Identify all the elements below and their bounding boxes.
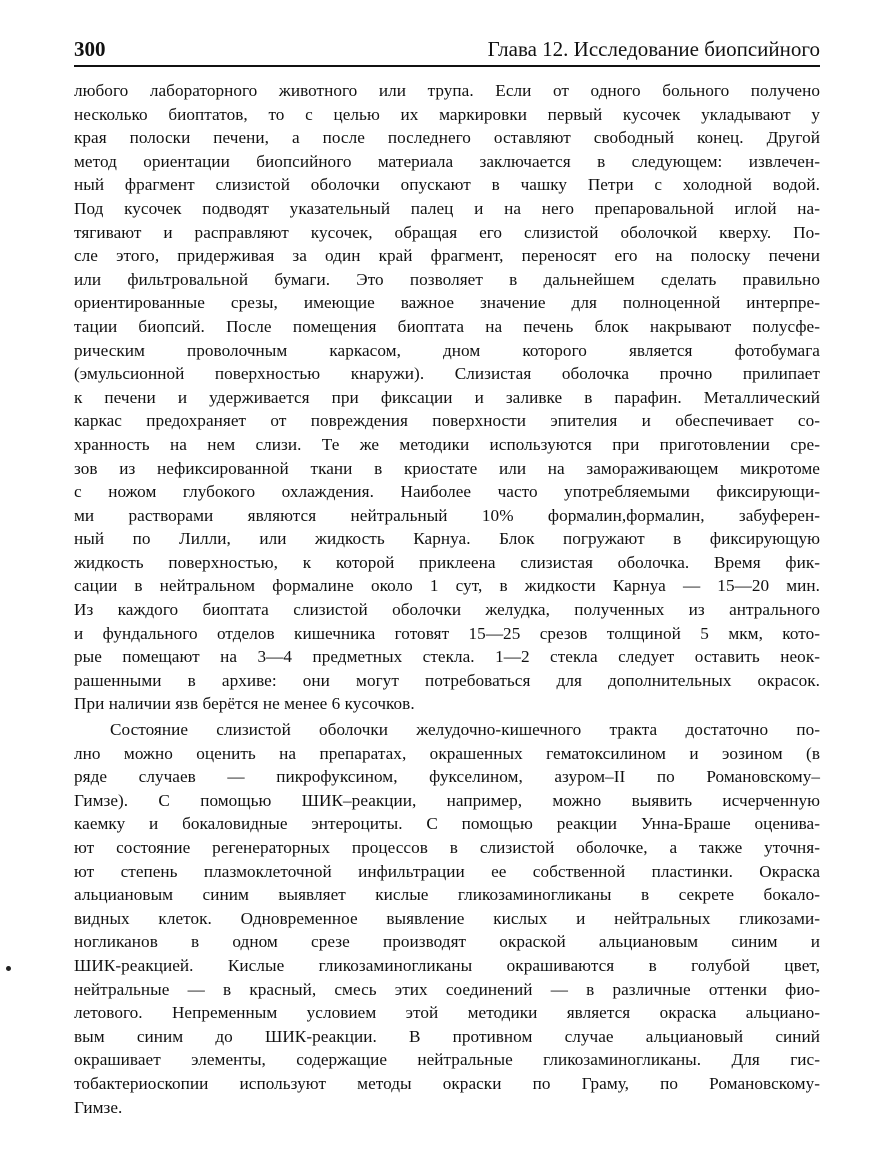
text-line: ют состояние регенераторных процессов в слизистой оболочке, а также уточня- [74, 838, 820, 857]
text-line: ряде случаев — пикрофуксином, фукселином, азуром–II по Романовскому– [74, 767, 820, 787]
text-line: ми растворами являются нейтральный 10% формалин,формалин, забуферен- [74, 505, 820, 525]
paragraph-2 [74, 718, 820, 1119]
text-line: несколько биоптатов, то с целью их маркировки первый кусочек укладывают у [74, 104, 820, 124]
text-line: вым синим до ШИК-реакции. В противном случае альциановый синий [74, 1026, 820, 1046]
text-line: с ножом глубокого охлаждения. Наиболее часто употребляемыми фиксирующи- [74, 482, 820, 502]
text-line: (эмульсионной поверхностью кнаружи). Слизистая оболочка прочно прилипает [74, 364, 820, 384]
text-line: сации в нейтральном формалине около 1 сут, в жидкости Карнуа — 15—20 мин. [74, 576, 820, 596]
text-line: рическим проволочным каркасом, дном которого является фотобумага [74, 340, 820, 360]
text-line: любого лабораторного животного или трупа. Если от одного больного получено [74, 81, 820, 100]
text-line: ный фрагмент слизистой оболочки опускают в чашку Петри с холодной водой. [74, 175, 820, 195]
page-number: 300 [74, 37, 106, 61]
text-line: При наличии язв берётся не менее 6 кусочков. [74, 694, 415, 714]
text-line: метод ориентации биопсийного материала заключается в следующем: извлечен- [74, 151, 820, 171]
text-line: ный по Лилли, или жидкость Карнуа. Блок погружают в фиксирующую [74, 529, 820, 549]
text-line: Гимзе). С помощью ШИК–реакции, например, можно выявить исчерченную [74, 790, 820, 810]
text-line: каркас предохраняет от повреждения поверхности эпителия и обеспечивает со- [74, 411, 820, 431]
chapter-title: Глава 12. Исследование биопсийного [487, 37, 820, 61]
text-line: зов из нефиксированной ткани в криостате или на замораживающем микротоме [74, 458, 820, 478]
scan-speck [6, 966, 11, 971]
book-page [74, 36, 820, 1119]
text-line: альциановым синим выявляет кислые гликозаминогликаны в секрете бокало- [74, 885, 820, 905]
text-line: или фильтровальной бумаги. Это позволяет в дальнейшем сделать правильно [74, 269, 820, 289]
text-line: Из каждого биоптата слизистой оболочки желудка, полученных из антрального [74, 600, 820, 620]
text-line: края полоски печени, а после последнего оставляют свободный конец. Другой [74, 128, 820, 148]
text-line: ногликанов в одном срезе производят окраской альциановым синим и [74, 932, 820, 952]
text-line: хранность на нем слизи. Те же методики используются при приготовлении сре- [74, 434, 820, 454]
text-line: ШИК-реакцией. Кислые гликозаминогликаны окрашиваются в голубой цвет, [74, 955, 820, 975]
text-line: рые помещают на 3—4 предметных стекла. 1—2 стекла следует оставить неок- [74, 647, 820, 667]
text-line: ориентированные срезы, имеющие важное значение для полноценной интерпре- [74, 293, 820, 313]
running-head [74, 36, 820, 67]
text-line: Гимзе. [74, 1097, 123, 1117]
text-line: окрашивает элементы, содержащие нейтральные гликозаминогликаны. Для гис- [74, 1050, 820, 1070]
paragraph-1 [74, 79, 820, 716]
text-line: летового. Непременным условием этой методики является окраска альциано- [74, 1003, 820, 1023]
text-line: сле этого, придерживая за один край фрагмент, переносят его на полоску печени [74, 246, 820, 266]
text-line: ют степень плазмоклеточной инфильтрации ее собственной пластинки. Окраска [74, 861, 820, 881]
body-text [74, 79, 820, 1119]
text-line: тобактериоскопии используют методы окраски по Граму, по Романовскому- [74, 1073, 820, 1093]
text-line: видных клеток. Одновременное выявление кислых и нейтральных гликозами- [74, 908, 820, 928]
text-line: к печени и удерживается при фиксации и заливке в парафин. Металлический [74, 387, 820, 407]
text-line: жидкость поверхностью, к которой приклеена слизистая оболочка. Время фик- [74, 552, 820, 572]
text-line: тации биопсий. После помещения биоптата на печень блок накрывают полусфе- [74, 316, 820, 336]
text-line: тягивают и расправляют кусочек, обращая его слизистой оболочкой кверху. По- [74, 222, 820, 242]
text-line: лно можно оценить на препаратах, окрашенных гематоксилином и эозином (в [74, 743, 820, 763]
text-line: рашенными в архиве: они могут потребоваться для дополнительных окрасок. [74, 670, 820, 690]
text-line: и фундального отделов кишечника готовят 15—25 срезов толщиной 5 мкм, кото- [74, 623, 820, 643]
text-line: каемку и бокаловидные энтероциты. С помощью реакции Унна-Браше оценива- [74, 814, 820, 834]
text-line: Под кусочек подводят указательный палец и на него препаровальной иглой на- [74, 198, 820, 218]
text-line: нейтральные — в красный, смесь этих соединений — в различные оттенки фио- [74, 979, 820, 999]
text-line: Состояние слизистой оболочки желудочно-кишечного тракта достаточно по- [110, 720, 820, 740]
